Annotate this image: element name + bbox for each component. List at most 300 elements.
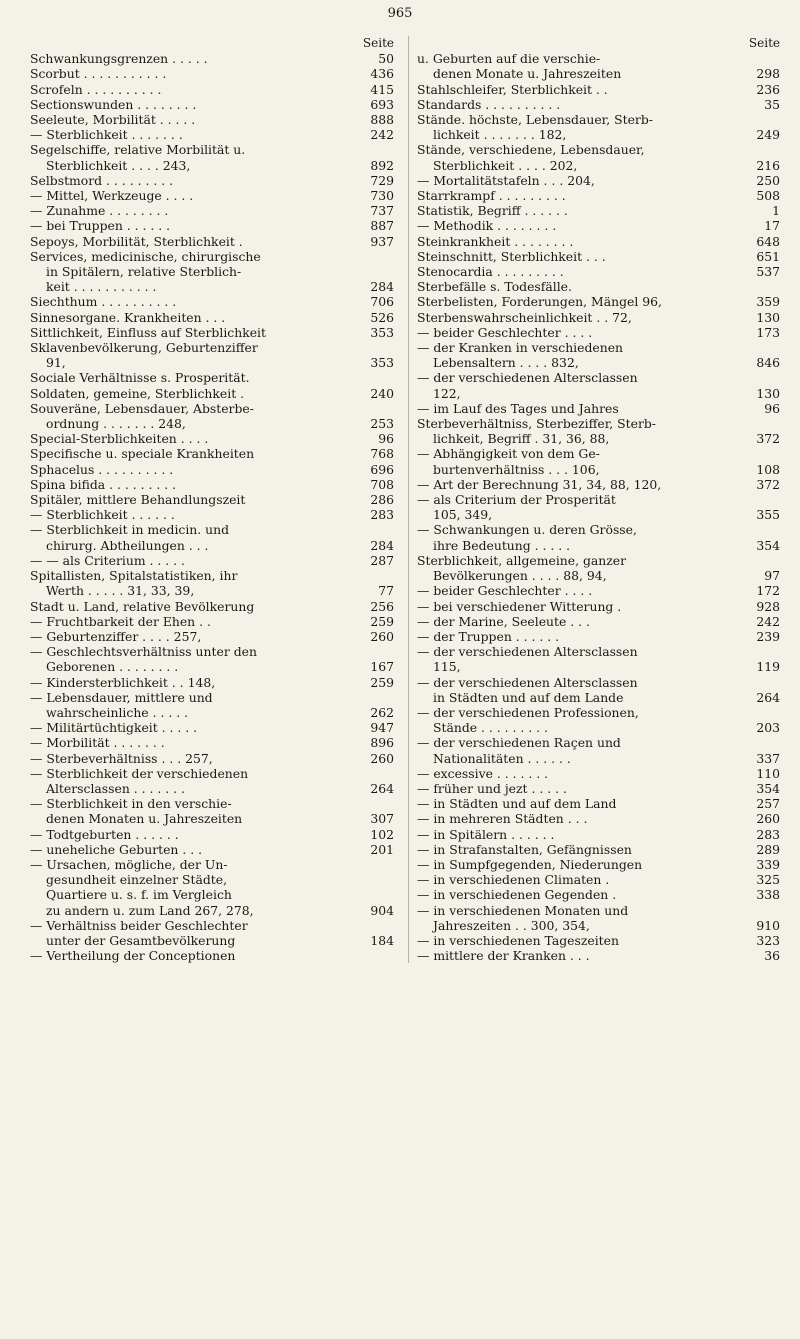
index-column-left [30, 36, 394, 963]
page-reference: 250 [753, 173, 780, 188]
entry-text: Sociale Verhältnisse s. Prosperität. [30, 370, 250, 386]
page-reference: 372 [753, 477, 780, 492]
index-entry-line [30, 796, 394, 811]
index-entry [417, 416, 780, 446]
entry-text: — beider Geschlechter . . . . [417, 324, 593, 340]
index-entry-line [30, 158, 394, 173]
index-entry [417, 188, 780, 203]
index-entry [417, 827, 780, 842]
entry-text: — in verschiedenen Monaten und [417, 902, 629, 918]
index-entry-line [30, 811, 394, 826]
page-reference: 259 [367, 675, 394, 690]
entry-text: Spitallisten, Spitalstatistiken, ihr [30, 568, 238, 584]
index-entry-line [417, 948, 780, 963]
index-entry-line [417, 842, 780, 857]
index-entry [417, 796, 780, 811]
index-entry [30, 112, 394, 127]
page-reference: 264 [753, 690, 780, 705]
index-entry [30, 751, 394, 766]
page-reference: 242 [367, 127, 394, 142]
entry-text: Starrkrampf . . . . . . . . . [417, 188, 566, 204]
page-reference: 216 [753, 158, 780, 173]
page-reference: 888 [367, 112, 394, 127]
entry-text: — der verschiedenen Raçen und [417, 735, 621, 751]
index-entry [30, 948, 394, 963]
index-entry-line [417, 766, 780, 781]
index-entry [30, 310, 394, 325]
page-reference: 651 [753, 249, 780, 264]
index-entry [417, 279, 780, 294]
index-entry-line [30, 522, 394, 537]
page-reference: 887 [367, 218, 394, 233]
entry-text: — Lebensdauer, mittlere und [30, 689, 213, 705]
entry-text: Stenocardia . . . . . . . . . [417, 264, 564, 280]
page-reference: 353 [367, 325, 394, 340]
index-entry [417, 872, 780, 887]
entry-text: Services, medicinische, chirurgische [30, 248, 261, 264]
entry-text: denen Monate u. Jahreszeiten [433, 66, 622, 82]
page-reference: 708 [367, 477, 394, 492]
entry-text: keit . . . . . . . . . . . [46, 279, 157, 295]
page-number: 965 [387, 6, 413, 21]
page-reference: 283 [753, 827, 780, 842]
entry-text: — Ursachen, mögliche, der Un- [30, 856, 228, 872]
entry-text: — Todtgeburten . . . . . . [30, 826, 179, 842]
index-entry [30, 842, 394, 857]
page-reference: 201 [367, 842, 394, 857]
index-entry-line [30, 827, 394, 842]
index-entry-line [417, 538, 780, 553]
index-entry-line [417, 431, 780, 446]
index-entry-line [417, 492, 780, 507]
index-entry-line [417, 599, 780, 614]
page-reference: 928 [753, 599, 780, 614]
entry-text: — beider Geschlechter . . . . [417, 583, 593, 599]
entry-text: Scorbut . . . . . . . . . . . [30, 66, 167, 82]
page-reference: 372 [753, 431, 780, 446]
page-reference: 1 [769, 203, 780, 218]
page-reference: 260 [367, 629, 394, 644]
index-entry-line [30, 857, 394, 872]
index-entry-line [30, 705, 394, 720]
page-reference: 102 [367, 827, 394, 842]
entry-text: — früher und jezt . . . . . [417, 780, 567, 796]
index-entry-line [417, 675, 780, 690]
page-reference: 167 [367, 659, 394, 674]
index-entry [30, 66, 394, 81]
page-reference: 264 [367, 781, 394, 796]
page-reference: 896 [367, 735, 394, 750]
index-entry [30, 599, 394, 614]
index-entry-line [417, 66, 780, 81]
index-entry [30, 522, 394, 552]
entry-text: — bei verschiedener Witterung . [417, 598, 622, 614]
index-entry [417, 446, 780, 476]
page-reference: 96 [761, 401, 780, 416]
index-entry-line [417, 416, 780, 431]
index-entry-line [30, 218, 394, 233]
page-reference: 260 [367, 751, 394, 766]
index-entry-line [30, 173, 394, 188]
index-entry [30, 857, 394, 918]
index-entry [30, 431, 394, 446]
entry-text: Steinschnitt, Sterblichkeit . . . [417, 248, 606, 264]
index-entry [30, 203, 394, 218]
index-entry-line [417, 188, 780, 203]
page-reference: 737 [367, 203, 394, 218]
index-entry [417, 933, 780, 948]
index-entry [30, 477, 394, 492]
page-reference: 910 [753, 918, 780, 933]
page-reference: 249 [753, 127, 780, 142]
page-reference: 97 [761, 568, 780, 583]
index-entry [30, 370, 394, 385]
index-entry-line [30, 948, 394, 963]
index-entry-line [30, 629, 394, 644]
entry-text: 91, [46, 355, 66, 371]
index-entry [417, 705, 780, 735]
index-entry-line [417, 112, 780, 127]
entry-text: gesundheit einzelner Städte, [46, 872, 228, 888]
page-reference: 110 [753, 766, 780, 781]
index-entry-line [30, 188, 394, 203]
entry-text: zu andern u. zum Land 267, 278, [46, 902, 254, 918]
index-entry-line [417, 325, 780, 340]
index-entry [417, 51, 780, 81]
entry-text: — in verschiedenen Climaten . [417, 872, 610, 888]
index-entry-line [417, 401, 780, 416]
index-entry [417, 842, 780, 857]
page-reference: 307 [367, 811, 394, 826]
index-entry-line [30, 735, 394, 750]
page-reference: 937 [367, 234, 394, 249]
index-entry [30, 644, 394, 674]
entry-text: — — als Criterium . . . . . [30, 552, 185, 568]
index-entry-line [417, 735, 780, 750]
page-reference: 259 [367, 614, 394, 629]
page-reference: 239 [753, 629, 780, 644]
entry-text: Stände, verschiedene, Lebensdauer, [417, 142, 645, 158]
entry-text: Bevölkerungen . . . . 88, 94, [433, 568, 607, 584]
entry-text: — in Strafanstalten, Gefängnissen [417, 841, 632, 857]
index-entry [417, 675, 780, 705]
entry-text: — der Kranken in verschiedenen [417, 340, 624, 356]
entry-text: Geborenen . . . . . . . . [46, 659, 179, 675]
entry-text: 115, [433, 659, 461, 675]
page-reference: 77 [375, 583, 394, 598]
index-entry-line [30, 568, 394, 583]
index-entry [417, 735, 780, 765]
page-reference: 36 [761, 948, 780, 963]
page-reference: 354 [753, 781, 780, 796]
entry-text: — Mittel, Werkzeuge . . . . [30, 188, 194, 204]
index-entry-line [30, 462, 394, 477]
index-entry-line [417, 857, 780, 872]
entry-text: chirurg. Abtheilungen . . . [46, 537, 209, 553]
index-entry [417, 112, 780, 142]
index-entry-line [30, 675, 394, 690]
entry-text: — Verhältniss beider Geschlechter [30, 917, 248, 933]
page-reference: 173 [753, 325, 780, 340]
entry-text: Stände . . . . . . . . . [433, 720, 548, 736]
entry-text: wahrscheinliche . . . . . [46, 704, 189, 720]
index-entry-line [30, 355, 394, 370]
entry-text: Soldaten, gemeine, Sterblichkeit . [30, 385, 245, 401]
index-entries [30, 51, 394, 963]
page-reference: 184 [367, 933, 394, 948]
index-entry [417, 766, 780, 781]
entry-text: — in verschiedenen Tageszeiten [417, 932, 619, 948]
index-entry-line [417, 203, 780, 218]
index-entry [30, 249, 394, 295]
entry-text: — excessive . . . . . . . [417, 765, 549, 781]
index-entry-line [30, 416, 394, 431]
index-entry [30, 735, 394, 750]
index-entry-line [417, 659, 780, 674]
entry-text: Sterblichkeit . . . . 202, [433, 157, 578, 173]
index-entry-line [30, 720, 394, 735]
index-entry [30, 386, 394, 401]
page-reference: 236 [753, 82, 780, 97]
index-entry [30, 218, 394, 233]
page-reference: 436 [367, 66, 394, 81]
index-entry [30, 690, 394, 720]
index-entry-line [30, 370, 394, 385]
index-entry-line [30, 249, 394, 264]
index-entry [417, 325, 780, 340]
index-entry-line [417, 82, 780, 97]
index-entry-line [417, 370, 780, 385]
entry-text: Sterblichkeit . . . . 243, [46, 157, 191, 173]
entry-text: — Schwankungen u. deren Grösse, [417, 522, 637, 538]
index-entry-line [417, 887, 780, 902]
page-reference: 648 [753, 234, 780, 249]
index-entry-line [417, 294, 780, 309]
entry-text: 122, [433, 385, 461, 401]
index-entry-line [30, 842, 394, 857]
entry-text: Sterbenswahrscheinlichkeit . . 72, [417, 309, 632, 325]
index-entry-line [30, 751, 394, 766]
index-entry-line [30, 401, 394, 416]
index-entry-line [30, 872, 394, 887]
entry-text: Altersclassen . . . . . . . [46, 780, 185, 796]
index-entry-line [417, 446, 780, 461]
index-entry [417, 857, 780, 872]
page-reference: 339 [753, 857, 780, 872]
entry-text: Jahreszeiten . . 300, 354, [433, 917, 590, 933]
entry-text: — Abhängigkeit von dem Ge- [417, 446, 600, 462]
index-entry [30, 127, 394, 142]
entry-text: Sittlichkeit, Einfluss auf Sterblichkeit [30, 324, 266, 340]
index-entry [30, 401, 394, 431]
index-entry-line [417, 340, 780, 355]
entry-text: — der Truppen . . . . . . [417, 628, 560, 644]
index-entry-line [417, 796, 780, 811]
entry-text: Scrofeln . . . . . . . . . . [30, 81, 162, 97]
index-entry-line [417, 477, 780, 492]
page-reference: 947 [367, 720, 394, 735]
index-entry-line [417, 903, 780, 918]
entry-text: — Morbilität . . . . . . . [30, 735, 165, 751]
entry-text: — Kindersterblichkeit . . 148, [30, 674, 216, 690]
page-reference: 240 [367, 386, 394, 401]
index-entry-line [417, 97, 780, 112]
index-entry-line [417, 386, 780, 401]
index-entry-line [417, 553, 780, 568]
index-entry-line [417, 310, 780, 325]
entry-text: ihre Bedeutung . . . . . [433, 537, 571, 553]
entry-text: — uneheliche Geburten . . . [30, 841, 203, 857]
index-entry-line [30, 340, 394, 355]
page-reference: 892 [367, 158, 394, 173]
page-reference: 323 [753, 933, 780, 948]
index-entry-line [30, 918, 394, 933]
index-entry [30, 173, 394, 188]
index-entry-line [30, 127, 394, 142]
index-entry-line [30, 51, 394, 66]
page-reference: 130 [753, 386, 780, 401]
entry-text: — der verschiedenen Altersclassen [417, 644, 638, 660]
entry-text: Schwankungsgrenzen . . . . . [30, 51, 208, 67]
entry-text: Special-Sterblichkeiten . . . . [30, 431, 209, 447]
index-entry-line [417, 158, 780, 173]
index-entry-line [30, 553, 394, 568]
page-reference: 325 [753, 872, 780, 887]
index-entry [30, 507, 394, 522]
index-entry-line [30, 659, 394, 674]
index-entry-line [417, 781, 780, 796]
index-entry [417, 948, 780, 963]
index-entry-line [30, 507, 394, 522]
page-reference: 289 [753, 842, 780, 857]
index-entry-line [417, 173, 780, 188]
index-entry-line [417, 355, 780, 370]
index-entry-line [30, 644, 394, 659]
entry-text: — Methodik . . . . . . . . [417, 218, 557, 234]
index-entry-line [417, 872, 780, 887]
index-entry-line [30, 583, 394, 598]
index-entry-line [30, 97, 394, 112]
entry-text: Siechthum . . . . . . . . . . [30, 294, 177, 310]
index-entry-line [30, 112, 394, 127]
index-entries [417, 51, 780, 963]
index-entry [30, 325, 394, 340]
entry-text: Seeleute, Morbilität . . . . . [30, 112, 196, 127]
index-entry-line [417, 583, 780, 598]
entry-text: — Sterblichkeit . . . . . . . [30, 127, 183, 143]
page-reference: 260 [753, 811, 780, 826]
page-reference: 693 [367, 97, 394, 112]
index-entry-line [417, 279, 780, 294]
page-reference: 35 [761, 97, 780, 112]
index-entry [417, 142, 780, 172]
entry-text: — Vertheilung der Conceptionen [30, 948, 236, 964]
index-entry [417, 492, 780, 522]
index-entry-line [30, 234, 394, 249]
index-entry-line [30, 599, 394, 614]
index-entry [417, 644, 780, 674]
index-entry [30, 918, 394, 948]
entry-text: in Spitälern, relative Sterblich- [46, 264, 242, 280]
index-entry-line [417, 462, 780, 477]
index-entry-line [417, 690, 780, 705]
entry-text: Spina bifida . . . . . . . . . [30, 476, 177, 492]
entry-text: Stände. höchste, Lebensdauer, Sterb- [417, 112, 653, 127]
page-reference: 415 [367, 82, 394, 97]
entry-text: — mittlere der Kranken . . . [417, 948, 590, 964]
index-entry-line [417, 751, 780, 766]
index-entry-line [417, 264, 780, 279]
entry-text: — in mehreren Städten . . . [417, 811, 588, 827]
page-reference: 17 [761, 218, 780, 233]
index-entry [30, 188, 394, 203]
index-entry [417, 340, 780, 370]
index-entry-line [417, 720, 780, 735]
index-entry-line [417, 234, 780, 249]
index-entry-line [417, 614, 780, 629]
page-reference: 284 [367, 538, 394, 553]
page-reference: 508 [753, 188, 780, 203]
entry-text: Standards . . . . . . . . . . [417, 96, 561, 112]
index-entry-line [417, 127, 780, 142]
page-reference: 253 [367, 416, 394, 431]
index-entry [30, 827, 394, 842]
index-entry [417, 234, 780, 249]
entry-text: Sphacelus . . . . . . . . . . [30, 461, 174, 477]
page-reference: 904 [367, 903, 394, 918]
index-entry-line [30, 142, 394, 157]
index-entry [30, 796, 394, 826]
entry-text: — in Sumpfgegenden, Niederungen [417, 856, 643, 872]
entry-text: in Städten und auf dem Lande [433, 689, 624, 705]
entry-text: — Sterblichkeit in den verschie- [30, 796, 232, 812]
index-entry-line [417, 644, 780, 659]
column-header-seite: Seite [362, 36, 394, 50]
index-entry-line [30, 690, 394, 705]
entry-text: Sectionswunden . . . . . . . . [30, 96, 197, 112]
page-reference: 338 [753, 887, 780, 902]
page-reference: 359 [753, 294, 780, 309]
entry-text: Sklavenbevölkerung, Geburtenziffer [30, 340, 258, 356]
index-entry [417, 401, 780, 416]
entry-text: Sinnesorgane. Krankheiten . . . [30, 309, 226, 325]
entry-text: — in Spitälern . . . . . . [417, 826, 555, 842]
page-reference: 696 [367, 462, 394, 477]
index-entry [417, 811, 780, 826]
page-reference: 96 [375, 431, 394, 446]
entry-text: — Sterblichkeit . . . . . . [30, 507, 175, 523]
index-entry [417, 173, 780, 188]
index-entry-line [30, 82, 394, 97]
index-entry [417, 264, 780, 279]
entry-text: Souveräne, Lebensdauer, Absterbe- [30, 400, 254, 416]
index-entry [30, 492, 394, 507]
index-entry-line [30, 766, 394, 781]
index-entry [417, 477, 780, 492]
entry-text: — Geschlechtsverhältniss unter den [30, 644, 257, 660]
index-entry-line [30, 203, 394, 218]
index-entry [30, 462, 394, 477]
index-entry [30, 142, 394, 172]
index-entry-line [417, 507, 780, 522]
entry-text: Stadt u. Land, relative Bevölkerung [30, 598, 255, 614]
page-reference: 284 [367, 279, 394, 294]
index-entry-line [417, 933, 780, 948]
page-reference: 355 [753, 507, 780, 522]
page-reference: 242 [753, 614, 780, 629]
index-entry-line [417, 918, 780, 933]
entry-text: — Militärtüchtigkeit . . . . . [30, 720, 198, 736]
